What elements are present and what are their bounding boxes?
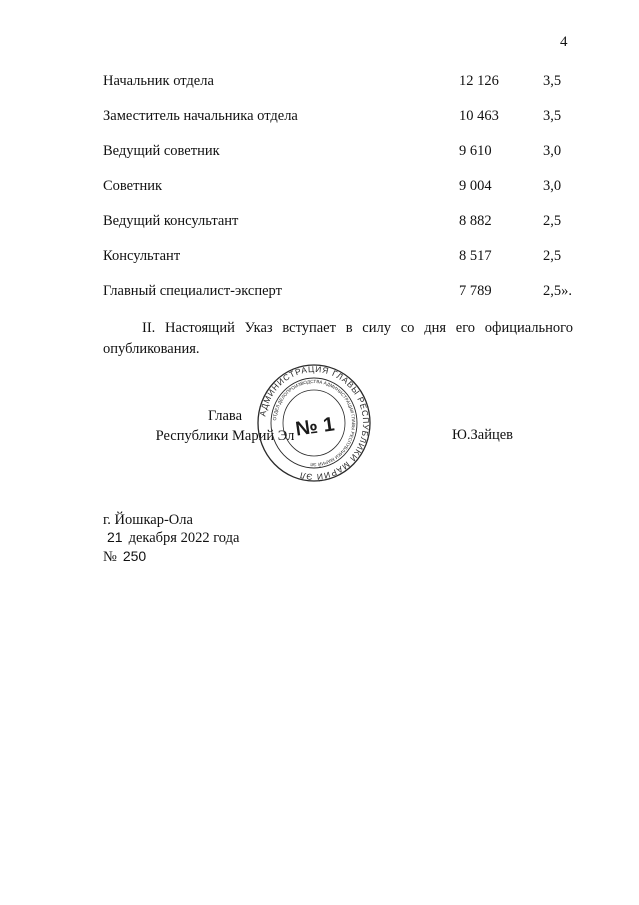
- position-name: Главный специалист-эксперт: [103, 283, 282, 299]
- coefficient-value: 2,5: [543, 213, 562, 229]
- date-day: 21: [107, 529, 123, 545]
- position-name: Консультант: [103, 248, 181, 264]
- seal-inner-text: ОТДЕЛ ДЕЛОПРОИЗВОДСТВА АДМИНИСТРАЦИИ ГЛАВЫ РЕСПУБЛИКИ МАРИЙ ЭЛ: [272, 378, 357, 468]
- page-number: 4: [560, 34, 568, 50]
- salary-value: 12 126: [459, 73, 499, 89]
- salary-value: 9 004: [459, 178, 492, 194]
- salary-value: 9 610: [459, 143, 492, 159]
- table-row: [103, 73, 593, 108]
- place-of-signing: г. Йошкар-Ола: [103, 512, 193, 528]
- salary-value: 8 882: [459, 213, 492, 229]
- table-row: [103, 283, 593, 318]
- salary-value: 10 463: [459, 108, 499, 124]
- coefficient-value: 2,5».: [543, 283, 572, 299]
- signing-date: [107, 529, 239, 547]
- salary-value: 8 517: [459, 248, 492, 264]
- coefficient-value: 3,0: [543, 143, 562, 159]
- number-sign: №: [103, 549, 117, 565]
- position-name: Ведущий советник: [103, 143, 220, 159]
- table-row: [103, 143, 593, 178]
- signatory-title-line2: Республики Марий Эл: [155, 428, 295, 444]
- seal-number: № 1: [294, 413, 336, 441]
- position-name: Заместитель начальника отдела: [103, 108, 298, 124]
- signer-name: Ю.Зайцев: [452, 427, 514, 443]
- position-name: Советник: [103, 178, 163, 194]
- coefficient-value: 3,5: [543, 73, 562, 89]
- official-seal: [256, 363, 372, 483]
- table-row: [103, 178, 593, 213]
- position-name: Начальник отдела: [103, 73, 214, 89]
- table-row: [103, 108, 593, 143]
- salary-table: [103, 73, 593, 318]
- salary-value: 7 789: [459, 283, 492, 299]
- table-row: [103, 213, 593, 248]
- coefficient-value: 2,5: [543, 248, 562, 264]
- decree-number: [103, 548, 146, 566]
- coefficient-value: 3,0: [543, 178, 562, 194]
- number-value: 250: [122, 548, 147, 564]
- signatory-title-line1: Глава: [207, 408, 243, 424]
- position-name: Ведущий консультант: [103, 213, 239, 229]
- table-row: [103, 248, 593, 283]
- coefficient-value: 3,5: [543, 108, 562, 124]
- date-rest: декабря 2022 года: [128, 530, 240, 546]
- decree-paragraph: II. Настоящий Указ вступает в силу со дня его официального опубликования.: [103, 320, 573, 357]
- seal-outer-text: АДМИНИСТРАЦИЯ ГЛАВЫ РЕСПУБЛИКИ МАРИЙ ЭЛ: [257, 363, 372, 483]
